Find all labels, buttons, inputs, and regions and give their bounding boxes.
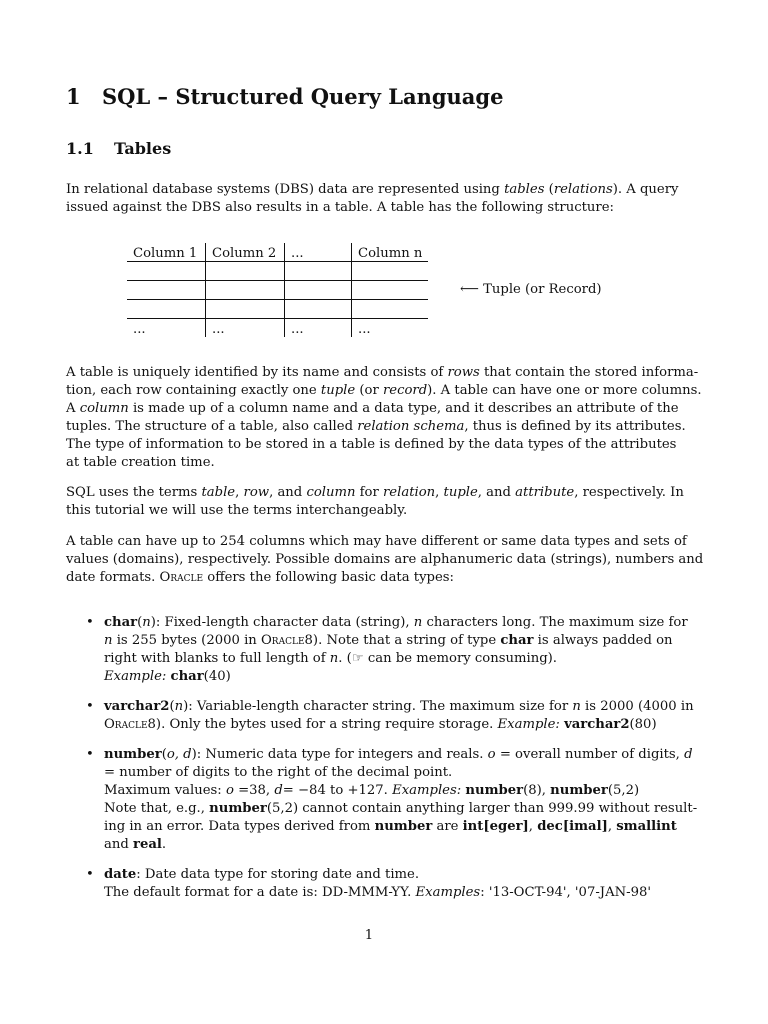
- page-number: 1: [364, 928, 374, 943]
- paragraph-columns: A table can have up to 254 columns which may have different or same data types and sets of values (domains), respectively. Possible domains are alphanumeric data (strings), numbers and date formats. Oracle offers the following basic data types:: [66, 534, 704, 585]
- intro-paragraph: In relational database systems (DBS) data are represented using tables (relations). A query issued against the DBS also results in a table. A table has the following structure:: [66, 182, 679, 215]
- bullet-icon: •: [86, 699, 94, 714]
- structure-row: [127, 262, 428, 281]
- structure-header-cell: Column 1: [127, 243, 206, 262]
- subsection-heading: [66, 139, 171, 158]
- list-item-date: • date: Date data type for storing date and time. The default format for a date is: DD-MMM-YY. Examples: '13-OCT-94', '07-JAN-98': [86, 867, 651, 900]
- bullet-icon: •: [86, 867, 94, 882]
- list-item-number: • number(o, d): Numeric data type for integers and reals. o = overall number of digits, d = number of digits to the right of the decimal point. Maximum values: o =38, d= −84 to +127. Examples: number(8), number(5,2) Note that, e.g., number(5,2) cannot contain anything larger than 999.99 without result- ing in an error. Data types derived from number are int[eger], dec[imal], smallint and real.: [86, 747, 698, 852]
- section-heading: [66, 84, 503, 109]
- list-item-char: • char(n): Fixed-length character data (string), n characters long. The maximum size for n is 255 bytes (2000 in Oracle8). Note that a string of type char is always padded on right with blanks to full length of n. (☞ can be memory consuming). Example: char(40): [86, 615, 688, 684]
- structure-header-row: [127, 243, 428, 262]
- table-structure-diagram: [127, 243, 429, 337]
- paragraph-table-definition: A table is uniquely identified by its name and consists of rows that contain the stored informa- tion, each row containing exactly one tuple (or record). A table can have one or more columns. A column is made up of a column name and a data type, and it describes an attribute of the tuples. The structure of a table, also called relation schema, thus is defined by its attributes. The type of information to be stored in a table is defined by the data types of the attributes at table creation time.: [66, 365, 702, 470]
- structure-row: [127, 281, 428, 300]
- section-title: SQL – Structured Query Language: [102, 84, 504, 109]
- bullet-icon: •: [86, 747, 94, 762]
- structure-ellipsis-row: ... ... ... ...: [127, 319, 428, 338]
- tuple-label: ⟵ Tuple (or Record): [460, 282, 602, 297]
- structure-header-cell: Column 2: [206, 243, 285, 262]
- structure-header-cell: ...: [285, 243, 352, 262]
- subsection-title: Tables: [114, 139, 172, 158]
- section-number: 1: [66, 84, 81, 109]
- data-types-list: [86, 614, 698, 914]
- structure-header-cell: Column n: [352, 243, 429, 262]
- paragraph-sql-terms: SQL uses the terms table, row, and column for relation, tuple, and attribute, respectively. In this tutorial we will use the terms interchangeably.: [66, 485, 684, 518]
- bullet-icon: •: [86, 615, 94, 630]
- structure-row: [127, 300, 428, 319]
- subsection-number: 1.1: [66, 139, 94, 158]
- list-item-varchar2: • varchar2(n): Variable-length character string. The maximum size for n is 2000 (4000 in Oracle8). Only the bytes used for a string require storage. Example: varchar2(80): [86, 699, 694, 732]
